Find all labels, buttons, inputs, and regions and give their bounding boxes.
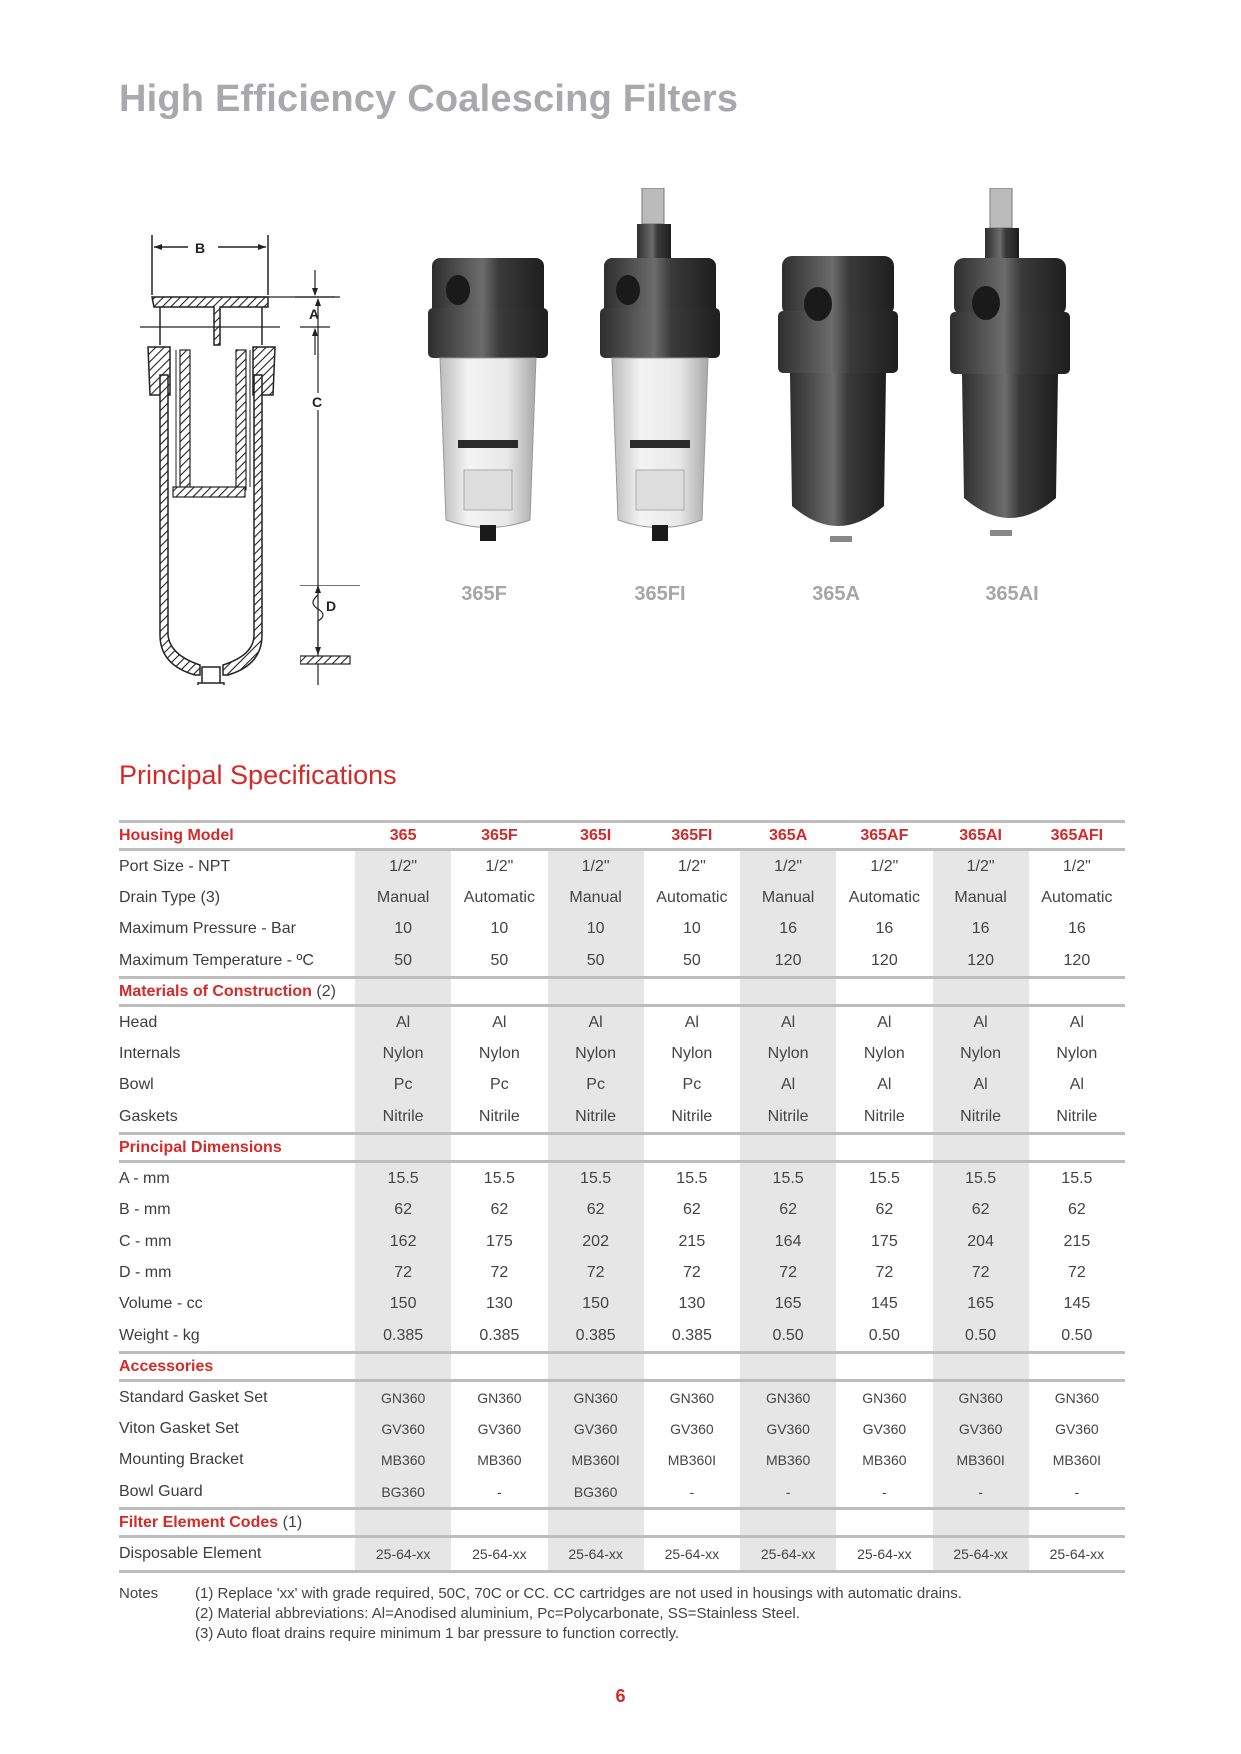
table-cell: Al bbox=[740, 1070, 836, 1101]
table-cell: 165 bbox=[740, 1289, 836, 1320]
group-materials-of-construction bbox=[119, 976, 1125, 1007]
table-cell: MB360 bbox=[477, 1452, 522, 1469]
table-cell: 25-64-xx bbox=[1049, 1545, 1105, 1562]
table-cell: 15.5 bbox=[483, 1170, 515, 1188]
table-cell bbox=[451, 1135, 547, 1160]
table-cell: 130 bbox=[486, 1295, 513, 1313]
table-cell: 164 bbox=[740, 1226, 836, 1257]
table-cell: 72 bbox=[490, 1263, 509, 1281]
table-cell: 16 bbox=[875, 920, 894, 938]
table-cell: 62 bbox=[1067, 1201, 1086, 1219]
table-cell: 25-64-xx bbox=[664, 1545, 720, 1562]
table-cell: Nitrile bbox=[1056, 1107, 1098, 1125]
product-caption-365a: 365A bbox=[812, 583, 860, 605]
table-cell: 62 bbox=[548, 1195, 644, 1226]
table-cell bbox=[355, 1354, 451, 1379]
table-cell: 1/2" bbox=[485, 857, 514, 875]
table-cell: Al bbox=[548, 1007, 644, 1038]
group-title: Materials of Construction bbox=[119, 982, 312, 1000]
table-row bbox=[119, 1445, 1125, 1476]
table-cell bbox=[548, 979, 644, 1004]
header-row bbox=[119, 820, 1125, 851]
table-cell: MB360 bbox=[740, 1445, 836, 1476]
table-cell bbox=[933, 1135, 1029, 1160]
table-cell bbox=[644, 1510, 740, 1535]
product-caption-365f: 365F bbox=[461, 583, 507, 605]
model-header-cell: 365 bbox=[389, 826, 417, 844]
product-image-365fi bbox=[600, 188, 720, 550]
table-cell bbox=[451, 979, 547, 1004]
table-cell: 62 bbox=[740, 1195, 836, 1226]
dimension-label-b: B bbox=[195, 240, 206, 256]
table-cell: 10 bbox=[548, 914, 644, 945]
table-cell: 1/2" bbox=[1062, 857, 1091, 875]
table-row bbox=[119, 1226, 1125, 1257]
table-cell: 72 bbox=[933, 1257, 1029, 1288]
table-cell bbox=[836, 1354, 932, 1379]
notes bbox=[119, 1584, 962, 1644]
model-header-cell: 365AF bbox=[860, 826, 909, 844]
table-cell: - bbox=[689, 1483, 695, 1500]
table-cell: Manual bbox=[740, 882, 836, 913]
product-caption-365fi: 365FI bbox=[634, 583, 686, 605]
table-cell: MB360I bbox=[1052, 1452, 1101, 1469]
table-cell: Al bbox=[933, 1070, 1029, 1101]
table-cell: Nitrile bbox=[933, 1101, 1029, 1132]
group-principal-dimensions bbox=[119, 1132, 1125, 1163]
table-row bbox=[119, 1538, 1125, 1572]
table-cell: 62 bbox=[933, 1195, 1029, 1226]
table-cell: 0.385 bbox=[671, 1326, 712, 1344]
table-cell: GN360 bbox=[548, 1382, 644, 1413]
table-cell: 1/2" bbox=[740, 851, 836, 882]
table-cell: Al bbox=[492, 1013, 507, 1031]
table-cell: GN360 bbox=[477, 1389, 522, 1406]
table-cell: 10 bbox=[682, 920, 701, 938]
model-header-cell: 365FI bbox=[671, 826, 713, 844]
table-row bbox=[119, 1195, 1125, 1226]
table-cell: - bbox=[933, 1476, 1029, 1507]
table-cell: 145 bbox=[1063, 1295, 1091, 1313]
table-cell: Nylon bbox=[740, 1038, 836, 1069]
notes-label: Notes bbox=[119, 1585, 159, 1602]
table-cell: BG360 bbox=[355, 1476, 451, 1507]
table-cell: Nylon bbox=[478, 1045, 520, 1063]
table-cell: 50 bbox=[548, 945, 644, 976]
table-cell: 175 bbox=[871, 1232, 898, 1250]
table-cell bbox=[644, 1135, 740, 1160]
table-cell: 25-64-xx bbox=[472, 1545, 527, 1562]
table-cell: Nylon bbox=[355, 1038, 451, 1069]
table-cell: Nylon bbox=[671, 1045, 713, 1063]
table-row bbox=[119, 1320, 1125, 1351]
note-reference: (1) bbox=[282, 1513, 303, 1531]
row-label: C - mm bbox=[119, 1232, 172, 1250]
table-cell: 25-64-xx bbox=[548, 1538, 644, 1569]
table-cell: GN360 bbox=[1054, 1389, 1100, 1406]
group-accessories bbox=[119, 1351, 1125, 1382]
table-cell: 130 bbox=[678, 1295, 706, 1313]
table-cell bbox=[740, 1135, 836, 1160]
table-cell: - bbox=[740, 1476, 836, 1507]
row-label: Bowl bbox=[119, 1076, 154, 1094]
table-row bbox=[119, 1382, 1125, 1413]
table-cell: Al bbox=[684, 1013, 699, 1031]
table-cell: 0.385 bbox=[355, 1320, 451, 1351]
table-cell: 10 bbox=[355, 914, 451, 945]
table-cell: 1/2" bbox=[870, 857, 899, 875]
table-cell: Al bbox=[933, 1007, 1029, 1038]
table-cell bbox=[548, 1354, 644, 1379]
row-label: Head bbox=[119, 1013, 158, 1031]
table-cell: 62 bbox=[355, 1195, 451, 1226]
table-cell: Manual bbox=[933, 882, 1029, 913]
table-cell bbox=[644, 1354, 740, 1379]
table-cell: 16 bbox=[740, 914, 836, 945]
table-cell: GV360 bbox=[670, 1421, 714, 1438]
table-cell: Nylon bbox=[933, 1038, 1029, 1069]
table-cell: 50 bbox=[355, 945, 451, 976]
table-cell bbox=[740, 1510, 836, 1535]
table-cell: 0.50 bbox=[740, 1320, 836, 1351]
table-cell: 162 bbox=[355, 1226, 451, 1257]
table-cell: GN360 bbox=[355, 1382, 451, 1413]
table-row bbox=[119, 914, 1125, 945]
table-cell: 62 bbox=[875, 1201, 894, 1219]
table-cell bbox=[836, 1135, 932, 1160]
page-title: High Efficiency Coalescing Filters bbox=[119, 78, 739, 120]
table-cell: 25-64-xx bbox=[933, 1538, 1029, 1569]
table-cell: 72 bbox=[740, 1257, 836, 1288]
table-cell bbox=[355, 979, 451, 1004]
note-3: (3) Auto float drains require minimum 1 bar pressure to function correctly. bbox=[195, 1625, 680, 1642]
table-cell bbox=[933, 979, 1029, 1004]
row-label: Gaskets bbox=[119, 1107, 178, 1125]
row-label: Maximum Pressure - Bar bbox=[119, 920, 296, 938]
table-cell: 120 bbox=[1063, 951, 1091, 969]
table-cell: MB360 bbox=[862, 1452, 907, 1469]
table-cell: Pc bbox=[490, 1076, 509, 1094]
table-cell: 25-64-xx bbox=[857, 1545, 912, 1562]
table-cell: 62 bbox=[682, 1201, 701, 1219]
table-cell: 72 bbox=[875, 1263, 894, 1281]
model-header-cell: 365F bbox=[481, 826, 518, 844]
table-cell: GV360 bbox=[477, 1421, 522, 1438]
table-cell bbox=[355, 1135, 451, 1160]
table-row bbox=[119, 1289, 1125, 1320]
row-label: Internals bbox=[119, 1045, 181, 1063]
table-cell: 0.385 bbox=[548, 1320, 644, 1351]
table-cell: 150 bbox=[355, 1289, 451, 1320]
group-filter-element-codes bbox=[119, 1507, 1125, 1538]
table-cell bbox=[836, 1510, 932, 1535]
table-cell: Nylon bbox=[1056, 1045, 1098, 1063]
table-cell: 25-64-xx bbox=[355, 1538, 451, 1569]
table-cell: Nitrile bbox=[671, 1107, 713, 1125]
product-image-365a bbox=[778, 256, 898, 556]
table-cell: 204 bbox=[933, 1226, 1029, 1257]
table-cell: 72 bbox=[1067, 1263, 1086, 1281]
table-cell: 15.5 bbox=[868, 1170, 900, 1188]
table-cell: GV360 bbox=[355, 1413, 451, 1444]
table-cell bbox=[933, 1354, 1029, 1379]
table-cell: Al bbox=[740, 1007, 836, 1038]
table-cell bbox=[1029, 979, 1125, 1004]
table-row bbox=[119, 1101, 1125, 1132]
row-label: Bowl Guard bbox=[119, 1482, 203, 1500]
table-cell: GV360 bbox=[740, 1413, 836, 1444]
row-label: Viton Gasket Set bbox=[119, 1420, 239, 1438]
model-header-cell: 365I bbox=[580, 826, 612, 844]
page-number: 6 bbox=[615, 1686, 626, 1706]
table-cell: 72 bbox=[355, 1257, 451, 1288]
table-cell: 50 bbox=[682, 951, 701, 969]
table-cell: 25-64-xx bbox=[740, 1538, 836, 1569]
table-cell: 120 bbox=[740, 945, 836, 976]
product-caption-365ai: 365AI bbox=[985, 583, 1039, 605]
row-label: Weight - kg bbox=[119, 1326, 200, 1344]
row-label: Maximum Temperature - ºC bbox=[119, 951, 314, 969]
table-cell: MB360I bbox=[667, 1452, 716, 1469]
table-row bbox=[119, 945, 1125, 976]
table-cell: 72 bbox=[682, 1263, 701, 1281]
row-label: A - mm bbox=[119, 1170, 170, 1188]
table-cell: - bbox=[1074, 1483, 1080, 1500]
row-label: Mounting Bracket bbox=[119, 1451, 244, 1469]
group-title: Principal Dimensions bbox=[119, 1138, 282, 1156]
table-cell: GN360 bbox=[862, 1389, 907, 1406]
table-cell: Al bbox=[877, 1013, 892, 1031]
table-cell: 0.50 bbox=[1061, 1326, 1093, 1344]
table-cell: 0.50 bbox=[868, 1326, 900, 1344]
table-cell: Nitrile bbox=[478, 1107, 520, 1125]
table-cell bbox=[1029, 1354, 1125, 1379]
table-cell: 145 bbox=[871, 1295, 898, 1313]
spec-table bbox=[119, 820, 1125, 1573]
table-cell: 15.5 bbox=[1061, 1170, 1093, 1188]
table-cell: Al bbox=[355, 1007, 451, 1038]
table-cell: GV360 bbox=[548, 1413, 644, 1444]
table-cell bbox=[1029, 1510, 1125, 1535]
table-cell: 50 bbox=[490, 951, 509, 969]
table-cell: GN360 bbox=[740, 1382, 836, 1413]
table-cell: Manual bbox=[355, 882, 451, 913]
note-2: (2) Material abbreviations: Al=Anodised aluminium, Pc=Polycarbonate, SS=Stainless Steel. bbox=[195, 1605, 800, 1622]
table-cell: 1/2" bbox=[933, 851, 1029, 882]
header-label: Housing Model bbox=[119, 826, 234, 844]
table-cell: Manual bbox=[548, 882, 644, 913]
group-title: Filter Element Codes bbox=[119, 1513, 279, 1531]
table-cell: Nitrile bbox=[548, 1101, 644, 1132]
table-cell: 215 bbox=[678, 1232, 706, 1250]
table-cell: Nitrile bbox=[355, 1101, 451, 1132]
table-cell: 1/2" bbox=[677, 857, 706, 875]
table-cell: Nitrile bbox=[740, 1101, 836, 1132]
table-cell: GV360 bbox=[862, 1421, 907, 1438]
row-label: D - mm bbox=[119, 1263, 172, 1281]
table-cell: 202 bbox=[548, 1226, 644, 1257]
row-label: Volume - cc bbox=[119, 1295, 203, 1313]
table-cell bbox=[1029, 1135, 1125, 1160]
table-cell bbox=[355, 1510, 451, 1535]
table-row bbox=[119, 1163, 1125, 1194]
table-cell: 1/2" bbox=[355, 851, 451, 882]
section-title-principal-specifications: Principal Specifications bbox=[119, 760, 397, 790]
table-cell: 62 bbox=[490, 1201, 509, 1219]
table-cell: 0.50 bbox=[933, 1320, 1029, 1351]
table-cell: GN360 bbox=[933, 1382, 1029, 1413]
row-label: Standard Gasket Set bbox=[119, 1388, 268, 1406]
product-image-365f bbox=[428, 250, 548, 550]
table-cell bbox=[548, 1510, 644, 1535]
table-cell: 120 bbox=[933, 945, 1029, 976]
table-cell: Automatic bbox=[463, 888, 535, 906]
row-label: B - mm bbox=[119, 1201, 171, 1219]
dimension-label-a: A bbox=[309, 306, 320, 322]
table-cell: 165 bbox=[933, 1289, 1029, 1320]
table-cell: Nitrile bbox=[863, 1107, 905, 1125]
table-row bbox=[119, 851, 1125, 882]
table-cell: BG360 bbox=[548, 1476, 644, 1507]
table-cell: MB360I bbox=[933, 1445, 1029, 1476]
table-cell: Nylon bbox=[548, 1038, 644, 1069]
table-cell: 15.5 bbox=[740, 1163, 836, 1194]
table-cell bbox=[548, 1135, 644, 1160]
table-cell: Pc bbox=[355, 1070, 451, 1101]
table-row bbox=[119, 1038, 1125, 1069]
table-cell bbox=[644, 979, 740, 1004]
table-cell: 15.5 bbox=[355, 1163, 451, 1194]
row-label: Disposable Element bbox=[119, 1544, 262, 1562]
table-row bbox=[119, 1070, 1125, 1101]
table-cell: - bbox=[882, 1483, 887, 1500]
table-cell bbox=[451, 1510, 547, 1535]
table-cell: 0.385 bbox=[479, 1326, 520, 1344]
table-cell: 215 bbox=[1063, 1232, 1091, 1250]
table-cell: 10 bbox=[490, 920, 509, 938]
table-cell: Al bbox=[877, 1076, 892, 1094]
table-cell bbox=[933, 1510, 1029, 1535]
table-cell: 15.5 bbox=[676, 1170, 708, 1188]
table-cell: 175 bbox=[486, 1232, 513, 1250]
model-header-cell: 365AI bbox=[959, 826, 1002, 844]
product-image-365ai bbox=[950, 188, 1070, 550]
model-header-cell: 365A bbox=[769, 826, 808, 844]
table-cell: GV360 bbox=[933, 1413, 1029, 1444]
dimension-label-c: C bbox=[312, 394, 323, 410]
table-cell bbox=[836, 979, 932, 1004]
table-row bbox=[119, 1476, 1125, 1507]
table-cell: 16 bbox=[933, 914, 1029, 945]
row-label: Port Size - NPT bbox=[119, 857, 231, 875]
table-cell: 150 bbox=[548, 1289, 644, 1320]
model-header-cell: 365AFI bbox=[1050, 826, 1104, 844]
table-cell: GN360 bbox=[669, 1389, 715, 1406]
row-label: Drain Type (3) bbox=[119, 888, 221, 906]
group-title: Accessories bbox=[119, 1357, 214, 1375]
note-1: (1) Replace 'xx' with grade required, 50C, 70C or CC. CC cartridges are not used in housings with automatic drains. bbox=[195, 1585, 962, 1602]
table-cell: Al bbox=[1069, 1076, 1084, 1094]
table-cell bbox=[740, 1354, 836, 1379]
table-cell bbox=[740, 979, 836, 1004]
table-cell: Automatic bbox=[1041, 888, 1113, 906]
table-row bbox=[119, 1413, 1125, 1444]
table-cell: 16 bbox=[1067, 920, 1086, 938]
table-cell: 120 bbox=[871, 951, 898, 969]
drain-clearance-diagram bbox=[300, 585, 380, 695]
note-reference: (2) bbox=[316, 982, 336, 1000]
table-cell: Pc bbox=[548, 1070, 644, 1101]
table-cell: Pc bbox=[682, 1076, 702, 1094]
table-cell: - bbox=[497, 1483, 502, 1500]
table-row bbox=[119, 1007, 1125, 1038]
table-cell: Al bbox=[1069, 1013, 1084, 1031]
table-cell: 1/2" bbox=[548, 851, 644, 882]
table-cell: Nylon bbox=[863, 1045, 905, 1063]
table-cell: 15.5 bbox=[933, 1163, 1029, 1194]
table-cell: Automatic bbox=[848, 888, 920, 906]
table-cell: MB360 bbox=[355, 1445, 451, 1476]
table-cell: Automatic bbox=[656, 888, 728, 906]
table-cell: 72 bbox=[548, 1257, 644, 1288]
table-cell: 15.5 bbox=[548, 1163, 644, 1194]
table-cell: MB360I bbox=[548, 1445, 644, 1476]
dimension-label-d: D bbox=[326, 598, 337, 614]
table-row bbox=[119, 882, 1125, 913]
table-row bbox=[119, 1257, 1125, 1288]
table-cell: GV360 bbox=[1055, 1421, 1099, 1438]
table-cell bbox=[451, 1354, 547, 1379]
